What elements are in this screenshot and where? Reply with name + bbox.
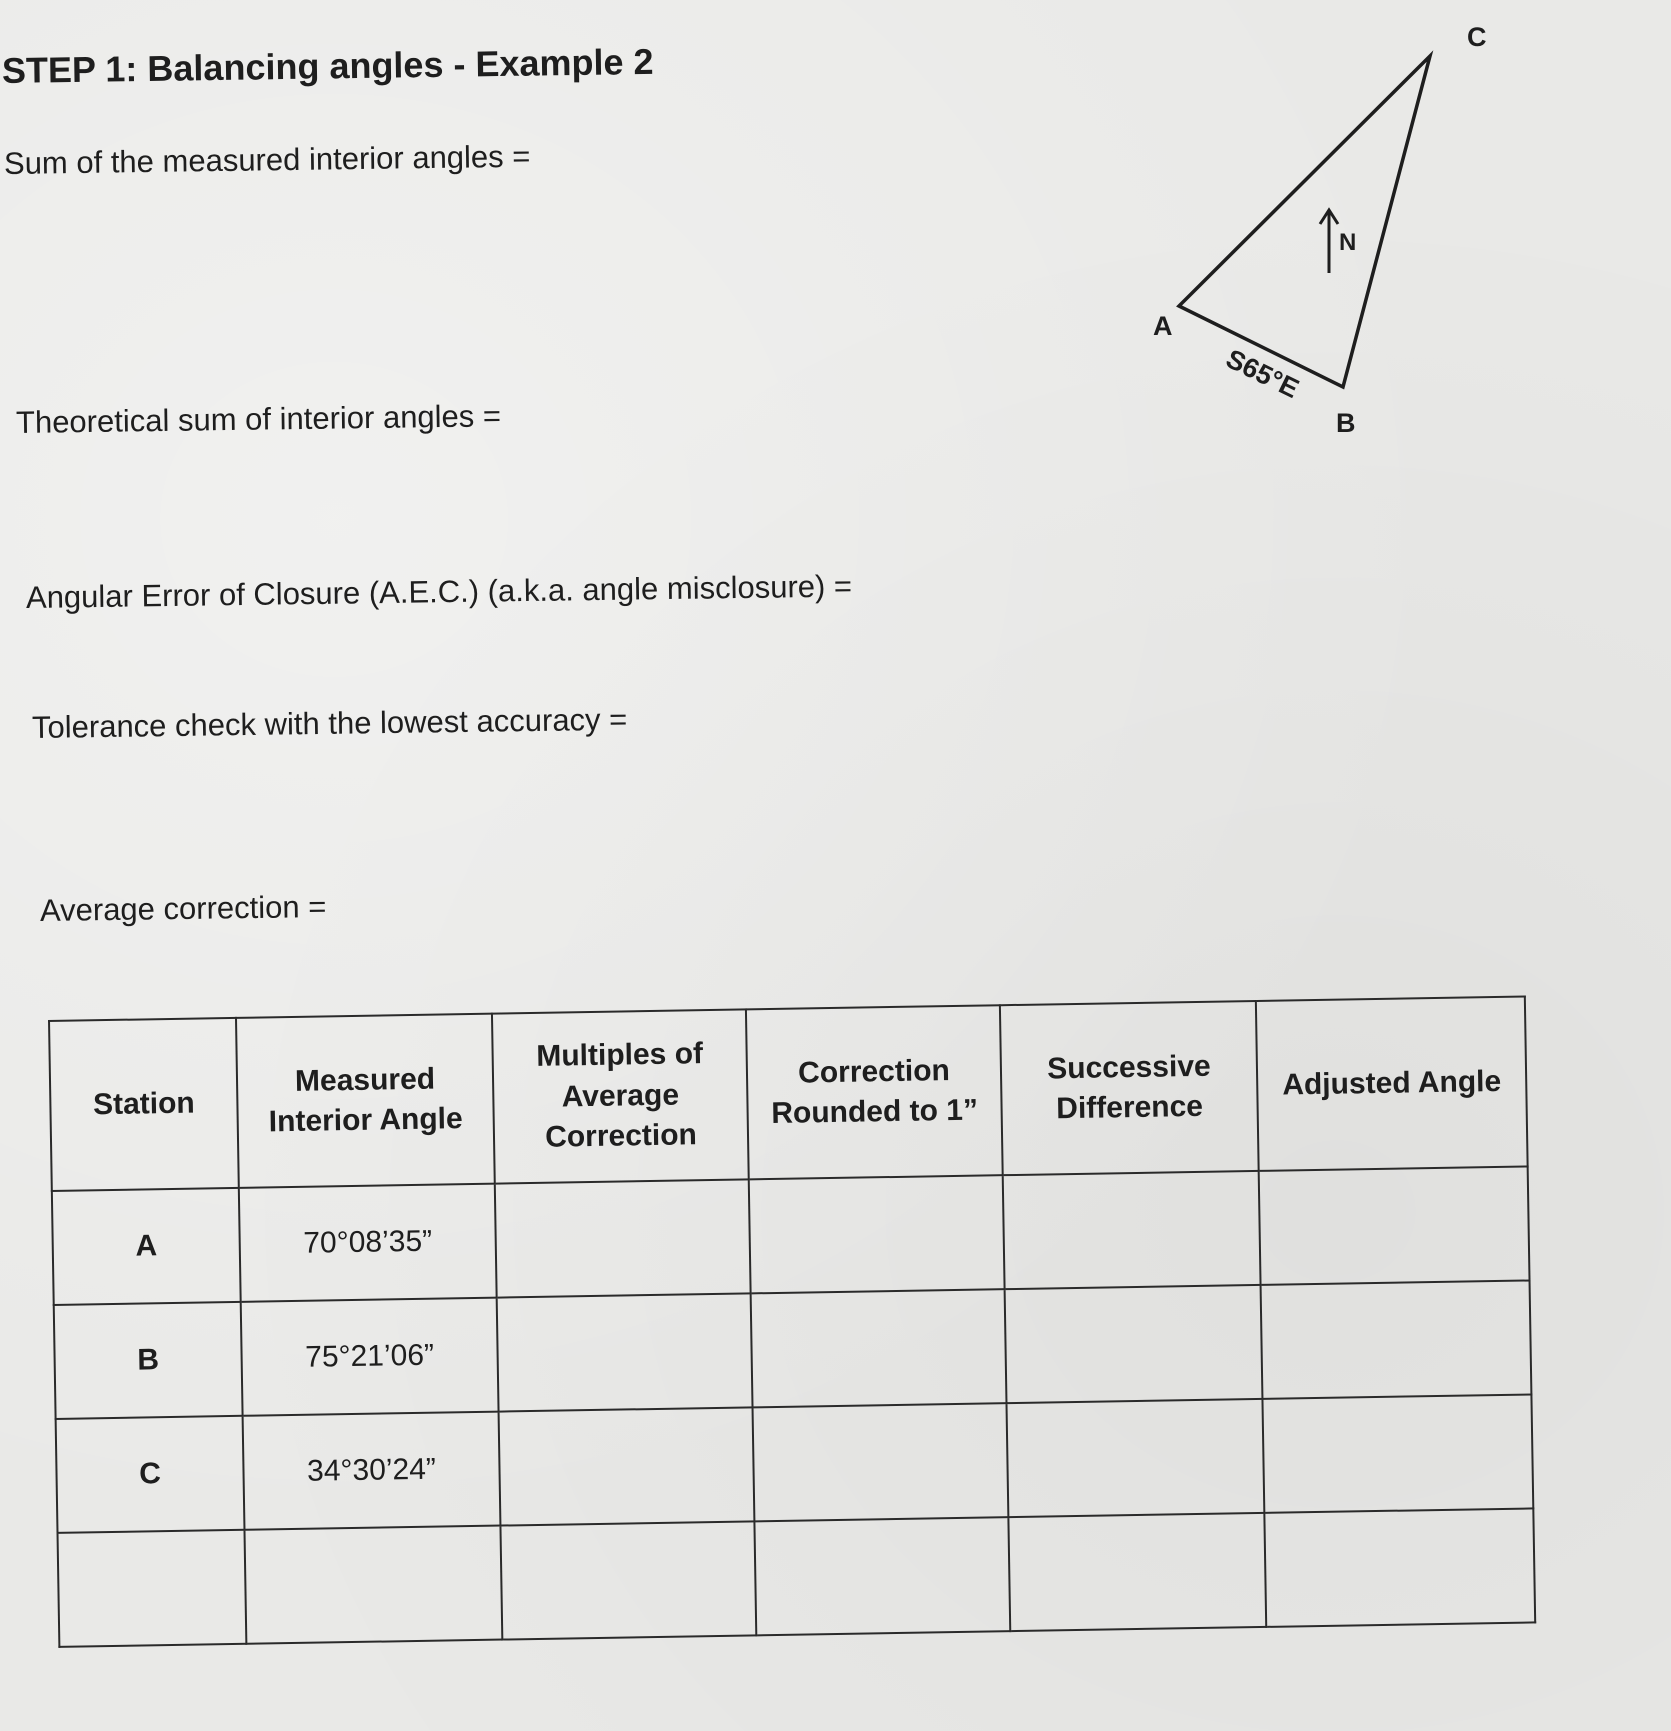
triangle-abc	[1179, 56, 1430, 387]
multiples-cell[interactable]	[500, 1521, 756, 1639]
triangle-diagram	[1100, 0, 1520, 450]
multiples-cell[interactable]	[499, 1407, 755, 1525]
measured-angle-cell: 34°30’24”	[243, 1412, 501, 1530]
station-cell: A	[52, 1188, 241, 1305]
aec-prompt: Angular Error of Closure (A.E.C.) (a.k.a. angle misclosure) =	[25, 568, 853, 615]
header-adjusted-angle: Adjusted Angle	[1256, 997, 1528, 1171]
correction-cell[interactable]	[749, 1175, 1005, 1293]
theoretical-sum-prompt: Theoretical sum of interior angles =	[15, 398, 502, 440]
page-title: STEP 1: Balancing angles - Example 2	[1, 40, 654, 91]
header-correction: Correction Rounded to 1”	[746, 1005, 1003, 1179]
measured-angle-cell: 70°08’35”	[239, 1184, 497, 1302]
vertex-b-label: B	[1336, 408, 1356, 438]
adjusted-angle-cell[interactable]	[1259, 1166, 1530, 1284]
station-cell: C	[56, 1416, 245, 1533]
adjusted-angle-cell[interactable]	[1261, 1280, 1532, 1398]
multiples-cell[interactable]	[497, 1293, 753, 1411]
north-label: N	[1339, 229, 1357, 256]
station-cell[interactable]	[58, 1530, 247, 1647]
correction-cell[interactable]	[753, 1403, 1009, 1521]
adjusted-angle-cell[interactable]	[1262, 1394, 1533, 1512]
balancing-table	[48, 995, 1536, 1647]
table-header-row	[49, 997, 1528, 1191]
balancing-table-wrapper	[48, 996, 1534, 1620]
station-cell: B	[54, 1302, 243, 1419]
successive-difference-cell[interactable]	[1003, 1171, 1261, 1289]
tolerance-prompt: Tolerance check with the lowest accuracy =	[31, 701, 628, 745]
header-station: Station	[49, 1018, 239, 1191]
vertex-a-label: A	[1153, 311, 1173, 341]
adjusted-angle-cell[interactable]	[1264, 1508, 1535, 1626]
vertex-c-label: C	[1467, 22, 1487, 52]
successive-difference-cell[interactable]	[1008, 1513, 1266, 1631]
multiples-cell[interactable]	[495, 1179, 751, 1297]
north-arrow-icon	[1320, 210, 1338, 273]
correction-cell[interactable]	[754, 1517, 1010, 1635]
header-successive-difference: Successive Difference	[1000, 1001, 1259, 1175]
correction-cell[interactable]	[751, 1289, 1007, 1407]
bearing-ab-label: S65°E	[1221, 343, 1304, 405]
header-multiples: Multiples of Average Correction	[492, 1009, 749, 1183]
header-measured-angle: Measured Interior Angle	[236, 1014, 495, 1188]
measured-angle-cell: 75°21’06”	[241, 1298, 499, 1416]
successive-difference-cell[interactable]	[1005, 1285, 1263, 1403]
measured-angle-cell[interactable]	[244, 1526, 502, 1644]
sum-measured-prompt: Sum of the measured interior angles =	[3, 138, 531, 181]
table-row	[58, 1508, 1536, 1646]
average-correction-prompt: Average correction =	[39, 889, 327, 928]
successive-difference-cell[interactable]	[1006, 1399, 1264, 1517]
